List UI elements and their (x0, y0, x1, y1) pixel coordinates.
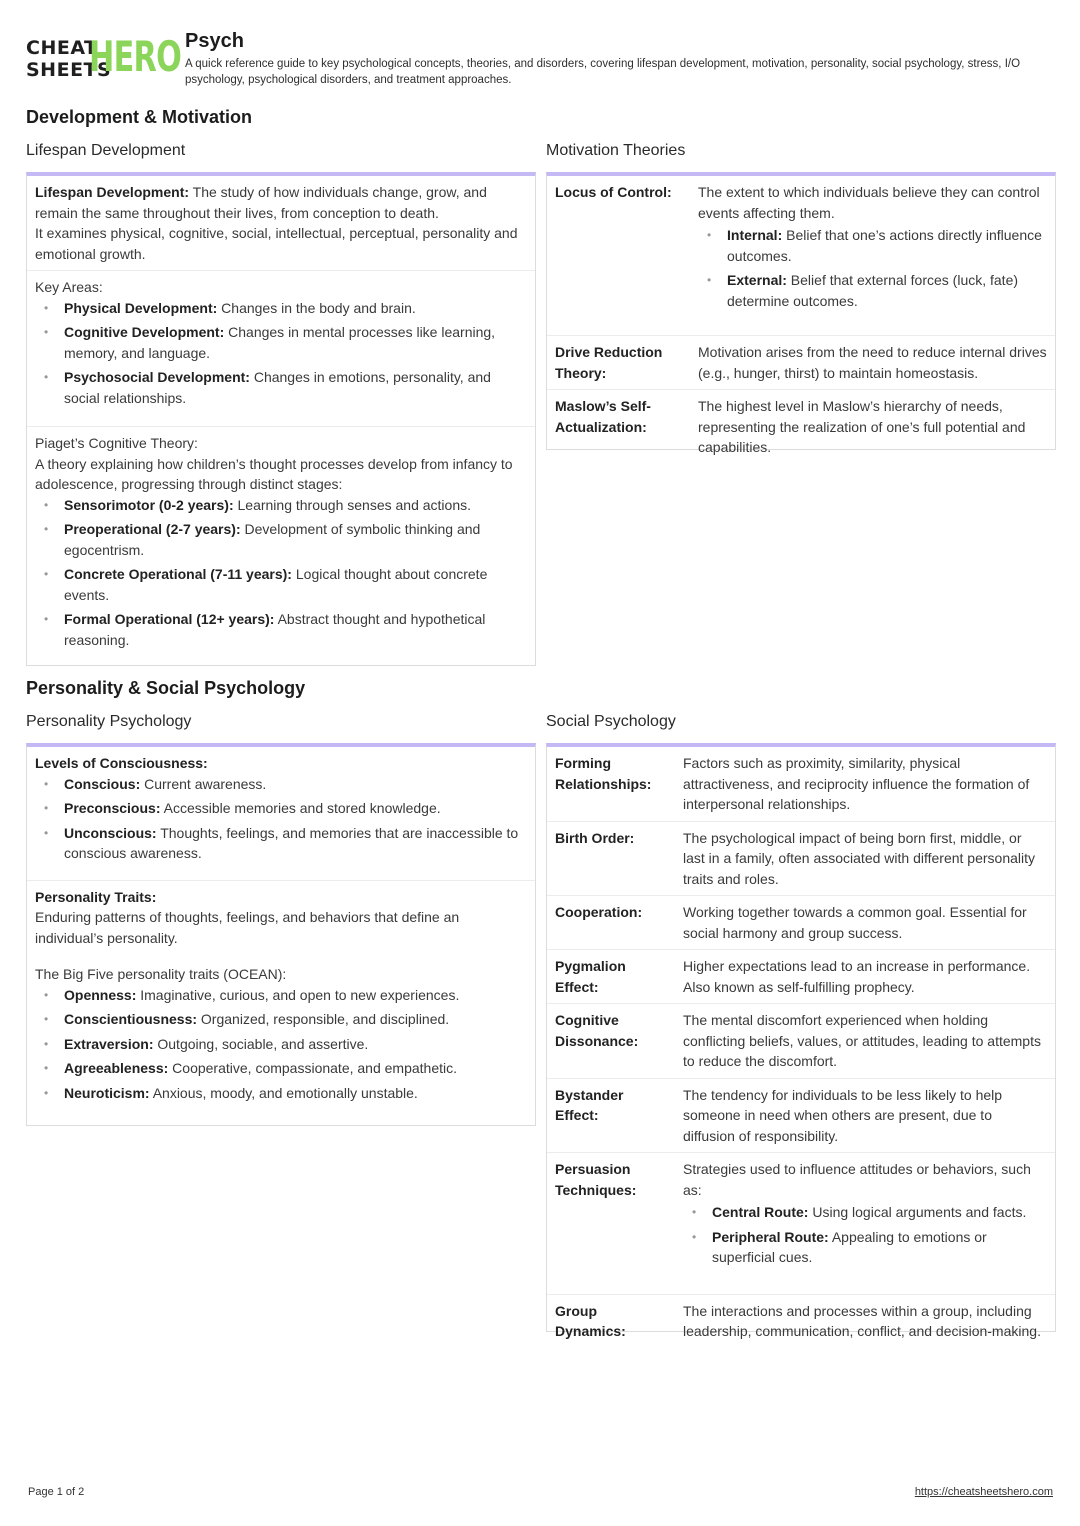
row-term: Cognitive Dissonance: (547, 1004, 675, 1079)
row-description: Motivation arises from the need to reduce internal drives (e.g., hunger, thirst) to maintain homeostasis. (690, 336, 1055, 390)
traits-block (27, 881, 535, 1114)
item-text: Development of symbolic thinking and egocentrism. (64, 521, 481, 558)
logo-hero: HERO (89, 32, 182, 81)
table-row (547, 1004, 1055, 1079)
item-term: Sensorimotor (0-2 years): (64, 496, 234, 513)
logo-line-2: SHEETS (26, 59, 112, 81)
page-subtitle: A quick reference guide to key psychological concepts, theories, and disorders, covering lifespan development, motivation, personality, social psychology, stress, I/O psychology, psychological disorders, and treatment approaches. (185, 58, 1021, 86)
row-description: Higher expectations lead to an increase in performance. Also known as self-fulfilling prophecy. (675, 950, 1055, 1004)
item-text: Changes in mental processes like learning, memory, and language. (64, 324, 496, 361)
list-item (64, 1083, 527, 1104)
lifespan-development-heading: Lifespan Development (26, 142, 186, 159)
item-text: Outgoing, sociable, and assertive. (153, 1035, 369, 1052)
item-term: Neuroticism: (64, 1084, 150, 1101)
piaget-label: Piaget’s Cognitive Theory: (35, 435, 198, 451)
item-text: Thoughts, feelings, and memories that are inaccessible to conscious awareness. (64, 824, 519, 861)
bigfive-list (35, 985, 527, 1104)
bigfive-label: The Big Five personality traits (OCEAN): (35, 966, 287, 982)
table-row (547, 1153, 1055, 1295)
list-item (64, 609, 527, 650)
item-text: Belief that external forces (luck, fate) determine outcomes. (727, 272, 1019, 309)
row-description (690, 176, 1055, 336)
item-text: Using logical arguments and facts. (808, 1204, 1027, 1220)
list-item (64, 495, 527, 516)
piaget-block (27, 427, 535, 660)
list-item (64, 564, 527, 605)
row-description: Working together towards a common goal. Essential for social harmony and group success. (675, 896, 1055, 950)
table-row (547, 1294, 1055, 1348)
piaget-text: A theory explaining how children’s thought processes develop from infancy to adolescence, progressing through distinct stages: (35, 455, 513, 492)
list-item (64, 774, 527, 795)
table-row (547, 1078, 1055, 1153)
item-text: Changes in the body and brain. (217, 299, 416, 316)
table-row (547, 896, 1055, 950)
row-term: Pygmalion Effect: (547, 950, 675, 1004)
key-areas-list (35, 298, 527, 409)
row-term: Drive Reduction Theory: (547, 336, 690, 390)
item-term: Preconscious: (64, 800, 161, 816)
motivation-theories-card (546, 172, 1056, 455)
item-term: Formal Operational (12+ years): (64, 611, 275, 627)
page-number: Page 1 of 2 (28, 1486, 85, 1498)
page-header (26, 30, 1056, 90)
motivation-table (547, 176, 1055, 464)
row-description: Factors such as proximity, similarity, physical attractiveness, and reciprocity influence the formation of interpersonal relationships. (675, 747, 1055, 821)
item-term: Agreeableness: (64, 1060, 169, 1076)
levels-list (35, 774, 527, 864)
row-term: Cooperation: (547, 896, 675, 950)
key-areas-block (27, 271, 535, 427)
row-description: The highest level in Maslow’s hierarchy of needs, representing the realization of one’s full potential and capabilities. (698, 398, 1026, 455)
item-term: Peripheral Route: (712, 1228, 829, 1245)
levels-label: Levels of Consciousness: (35, 755, 208, 771)
item-term: Conscious: (64, 775, 141, 792)
section-title-personality-social: Personality & Social Psychology (26, 678, 306, 698)
motivation-theories-heading: Motivation Theories (546, 142, 686, 159)
table-row (547, 821, 1055, 896)
lifespan-intro-term: Lifespan Development: (35, 184, 190, 200)
site-link[interactable]: https://cheatsheetshero.com (914, 1486, 1053, 1498)
item-text: Imaginative, curious, and open to new experiences. (136, 986, 460, 1003)
list-item (64, 1009, 527, 1030)
page-title: Psych (185, 30, 244, 52)
locus-text: The extent to which individuals believe they can control events affecting them. (698, 184, 1040, 221)
list-item (64, 1058, 527, 1079)
row-term: Bystander Effect: (547, 1078, 675, 1153)
list-item (64, 298, 527, 319)
item-text: Accessible memories and stored knowledge. (160, 800, 441, 816)
traits-label: Personality Traits: (35, 888, 157, 905)
persuasion-list (683, 1202, 1047, 1268)
row-description: The psychological impact of being born first, middle, or last in a family, often associated with different personality traits and roles. (675, 821, 1055, 896)
item-text: Changes in emotions, personality, and social relationships. (64, 369, 491, 406)
item-text: Logical thought about concrete events. (64, 566, 488, 603)
piaget-stages-list (35, 495, 527, 651)
levels-block (27, 747, 535, 881)
row-term: Birth Order: (547, 821, 675, 896)
list-item (64, 823, 527, 864)
social-psychology-card (546, 743, 1056, 1339)
social-psychology-heading: Social Psychology (546, 713, 676, 730)
item-term: Preoperational (2-7 years): (64, 521, 241, 537)
list-item (727, 225, 1047, 266)
personality-psychology-card (26, 743, 536, 1126)
item-term: Central Route: (712, 1204, 809, 1220)
list-item (64, 322, 527, 363)
cheatsheetshero-logo[interactable] (26, 32, 182, 81)
item-term: Conscientiousness: (64, 1011, 198, 1027)
row-term: Forming Relationships: (547, 747, 675, 821)
personality-psychology-heading: Personality Psychology (26, 713, 192, 730)
list-item (64, 519, 527, 560)
table-row (547, 950, 1055, 1004)
item-term: Cognitive Development: (64, 324, 225, 340)
lifespan-intro-text: The study of how individuals change, grow, and remain the same throughout their lives, from conception to death. (35, 184, 487, 221)
item-text: Current awareness. (140, 775, 267, 792)
row-term: Maslow’s Self-Actualization: (555, 398, 651, 435)
item-term: Extraversion: (64, 1035, 154, 1052)
table-row (547, 747, 1055, 821)
row-description: The tendency for individuals to be less likely to help someone in need when others are present, due to diffusion of responsibility. (675, 1078, 1055, 1153)
row-description: The interactions and processes within a group, including leadership, communication, conflict, and decision-making. (683, 1302, 1041, 1339)
row-description (675, 1153, 1055, 1295)
lifespan-development-card (26, 172, 536, 666)
item-term: Internal: (727, 227, 783, 243)
table-row (547, 176, 1055, 336)
social-table (547, 747, 1055, 1348)
item-text: Learning through senses and actions. (233, 496, 471, 513)
item-term: Concrete Operational (7-11 years): (64, 566, 292, 582)
list-item (64, 798, 527, 819)
locus-list (698, 225, 1047, 311)
persuasion-text: Strategies used to influence attitudes or behaviors, such as: (683, 1161, 1031, 1198)
item-term: Unconscious: (64, 824, 157, 841)
item-text: Cooperative, compassionate, and empathetic. (168, 1060, 458, 1076)
lifespan-intro-text-2: It examines physical, cognitive, social, intellectual, perceptual, personality and emotional growth. (35, 225, 518, 262)
traits-text: Enduring patterns of thoughts, feelings, and behaviors that define an individual’s personality. (35, 909, 460, 946)
row-term: Persuasion Techniques: (547, 1153, 675, 1295)
item-term: Psychosocial Development: (64, 369, 250, 385)
item-text: Organized, responsible, and disciplined. (197, 1011, 450, 1027)
list-item (712, 1202, 1047, 1223)
section-title-development-motivation: Development & Motivation (26, 107, 253, 127)
item-term: External: (727, 272, 787, 288)
key-areas-label: Key Areas: (35, 279, 103, 295)
list-item (712, 1227, 1047, 1268)
item-text: Appealing to emotions or superficial cues. (712, 1228, 987, 1265)
table-row (547, 390, 1055, 464)
item-text: Abstract thought and hypothetical reasoning. (64, 611, 486, 648)
item-term: Physical Development: (64, 299, 218, 316)
table-row (547, 336, 1055, 390)
list-item (64, 985, 527, 1006)
item-term: Openness: (64, 986, 137, 1003)
row-term: Group Dynamics: (555, 1302, 626, 1339)
item-text: Belief that one’s actions directly influence outcomes. (727, 227, 1042, 264)
list-item (727, 270, 1047, 311)
row-description: The mental discomfort experienced when holding conflicting beliefs, values, or attitudes, leading to attempts to reduce the discomfort. (675, 1004, 1055, 1079)
lifespan-intro-block (27, 176, 535, 271)
logo-line-1: CHEAT (26, 37, 98, 59)
item-text: Anxious, moody, and emotionally unstable. (149, 1084, 418, 1101)
row-term: Locus of Control: (547, 176, 690, 336)
list-item (64, 367, 527, 408)
list-item (64, 1034, 527, 1055)
